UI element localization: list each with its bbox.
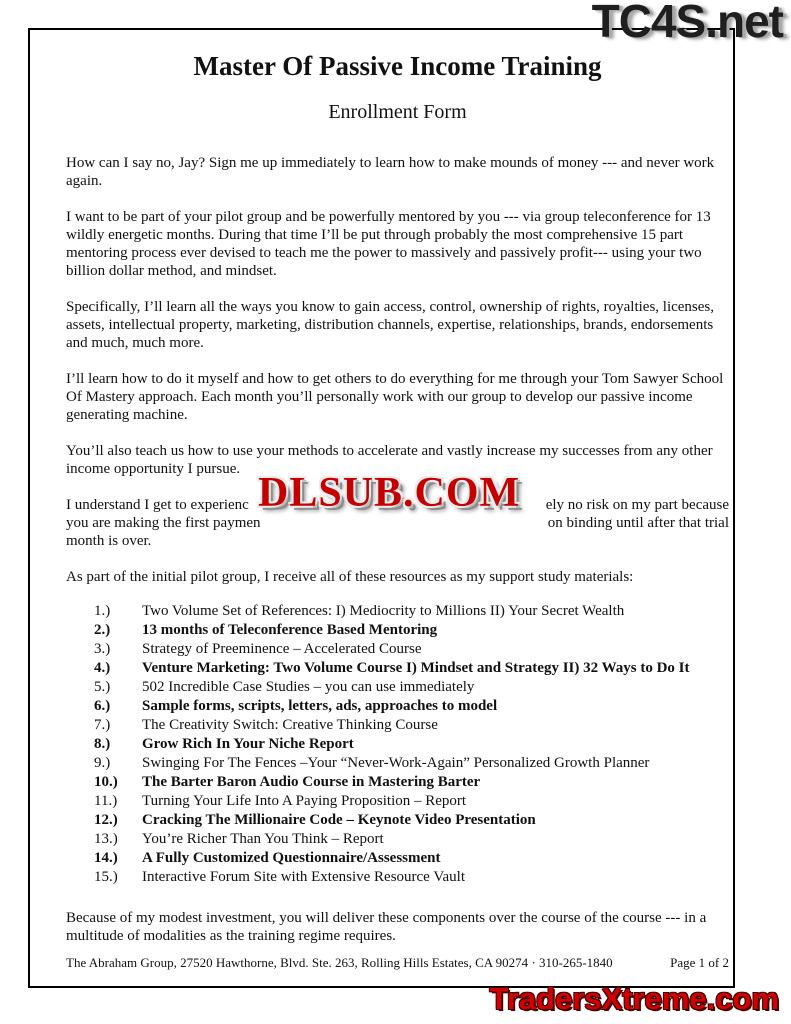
resource-item-text: The Barter Baron Audio Course in Mastering Barter bbox=[142, 774, 481, 790]
page-border-frame bbox=[28, 28, 735, 988]
resource-item bbox=[94, 868, 729, 887]
resource-item-number: 10.) bbox=[94, 774, 118, 790]
resource-item bbox=[94, 621, 729, 640]
resource-item-text: You’re Richer Than You Think – Report bbox=[142, 831, 384, 847]
risk-line-2 bbox=[66, 514, 729, 532]
risk-line-1 bbox=[66, 496, 729, 514]
resource-item-number: 13.) bbox=[94, 831, 118, 847]
risk-line-3 bbox=[66, 532, 729, 550]
risk-line-1-pre: I understand I get to experienc bbox=[66, 497, 249, 513]
paragraph-pilot-group: I want to be part of your pilot group and be powerfully mentored by you --- via group teleconference for 13 wildly energetic months. During that time I’ll be put through probably the most comprehensive 15 part mentoring process ever devised to teach me the power to massively and passively profit--- using your two billion dollar method, and mindset. bbox=[66, 209, 711, 279]
resource-item-text: A Fully Customized Questionnaire/Assessment bbox=[142, 850, 441, 866]
resource-item-text: Turning Your Life Into A Paying Proposition – Report bbox=[142, 793, 467, 809]
resource-item bbox=[94, 773, 729, 792]
document-content bbox=[66, 42, 729, 963]
resource-item-number: 2.) bbox=[94, 622, 111, 638]
paragraph-intro: How can I say no, Jay? Sign me up immediately to learn how to make mounds of money --- and never work again. bbox=[66, 155, 715, 189]
resource-item-text: Venture Marketing: Two Volume Course I) Mindset and Strategy II) 32 Ways to Do It bbox=[142, 660, 690, 676]
resource-item bbox=[94, 678, 729, 697]
footer-address: The Abraham Group, 27520 Hawthorne, Blvd. Ste. 263, Rolling Hills Estates, CA 90274 · 310-265-1840 bbox=[66, 955, 613, 970]
resource-item-number: 7.) bbox=[94, 717, 111, 733]
resource-item-text: The Creativity Switch: Creative Thinking Course bbox=[142, 717, 438, 733]
risk-line-1-post: ely no risk on my part because bbox=[545, 497, 729, 513]
risk-line-2-post: on binding until after that trial bbox=[547, 515, 729, 531]
resource-item-text: Two Volume Set of References: I) Mediocrity to Millions II) Your Secret Wealth bbox=[142, 603, 625, 619]
paragraph-specifically: Specifically, I’ll learn all the ways you know to gain access, control, ownership of rights, royalties, licenses, assets, intellectual property, marketing, distribution channels, expertise, relationships, brands, endorsements and much, much more. bbox=[66, 299, 715, 351]
footer-page-number: Page 1 of 2 bbox=[670, 955, 729, 970]
resource-item-number: 14.) bbox=[94, 850, 118, 866]
resource-item-number: 9.) bbox=[94, 755, 111, 771]
resource-item bbox=[94, 811, 729, 830]
resource-item-text: Interactive Forum Site with Extensive Resource Vault bbox=[142, 869, 465, 885]
watermark-tc4s: TC4S.net bbox=[591, 0, 783, 47]
resource-item-text: Strategy of Preeminence – Accelerated Course bbox=[142, 641, 422, 657]
resource-item-number: 12.) bbox=[94, 812, 118, 828]
risk-line-2-pre: you are making the first paymen bbox=[66, 515, 261, 531]
resource-item-text: Grow Rich In Your Niche Report bbox=[142, 736, 354, 752]
resource-item bbox=[94, 640, 729, 659]
resource-item bbox=[94, 735, 729, 754]
page-footer bbox=[66, 955, 729, 971]
resource-item-number: 8.) bbox=[94, 736, 111, 752]
resource-item-text: 502 Incredible Case Studies – you can use immediately bbox=[142, 679, 475, 695]
resource-item-number: 3.) bbox=[94, 641, 111, 657]
document-title: Master Of Passive Income Training bbox=[193, 51, 602, 81]
resource-list bbox=[66, 602, 729, 887]
resource-item-number: 11.) bbox=[94, 793, 118, 809]
resource-item-text: 13 months of Teleconference Based Mentoring bbox=[142, 622, 438, 638]
resource-item-number: 15.) bbox=[94, 869, 118, 885]
paragraph-accelerate: You’ll also teach us how to use your methods to accelerate and vastly increase my successes from any other income opportunity I pursue. bbox=[66, 443, 713, 477]
resource-item bbox=[94, 792, 729, 811]
resource-item-number: 6.) bbox=[94, 698, 111, 714]
resource-item-text: Cracking The Millionaire Code – Keynote Video Presentation bbox=[142, 812, 536, 828]
risk-line-3-text: month is over. bbox=[66, 533, 152, 549]
resource-item bbox=[94, 830, 729, 849]
paragraph-tom-sawyer: I’ll learn how to do it myself and how to get others to do everything for me through your Tom Sawyer School Of Mastery approach. Each month you’ll personally work with our group to develop our passive income generating machine. bbox=[66, 371, 724, 423]
watermark-tradersxtreme: TradersXtreme.com bbox=[489, 981, 779, 1016]
paragraph-risk bbox=[66, 470, 729, 550]
resource-item bbox=[94, 849, 729, 868]
resource-item-text: Swinging For The Fences –Your “Never-Work-Again” Personalized Growth Planner bbox=[142, 755, 650, 771]
resource-item-text: Sample forms, scripts, letters, ads, approaches to model bbox=[142, 698, 498, 714]
resource-item-number: 1.) bbox=[94, 603, 111, 619]
paragraph-closing: Because of my modest investment, you will deliver these components over the course of the course --- in a multitude of modalities as the training regime requires. bbox=[66, 910, 707, 944]
watermark-dlsub: DLSUB.COM bbox=[258, 470, 521, 516]
resource-item bbox=[94, 716, 729, 735]
resource-item-number: 4.) bbox=[94, 660, 111, 676]
resource-item bbox=[94, 602, 729, 621]
paragraph-list-intro: As part of the initial pilot group, I receive all of these resources as my support study materials: bbox=[66, 569, 634, 585]
watermark-gap bbox=[261, 514, 548, 532]
resource-item bbox=[94, 697, 729, 716]
watermark-gap bbox=[249, 496, 546, 514]
resource-item-number: 5.) bbox=[94, 679, 111, 695]
resource-item bbox=[94, 659, 729, 678]
document-subtitle: Enrollment Form bbox=[328, 101, 467, 123]
resource-item bbox=[94, 754, 729, 773]
